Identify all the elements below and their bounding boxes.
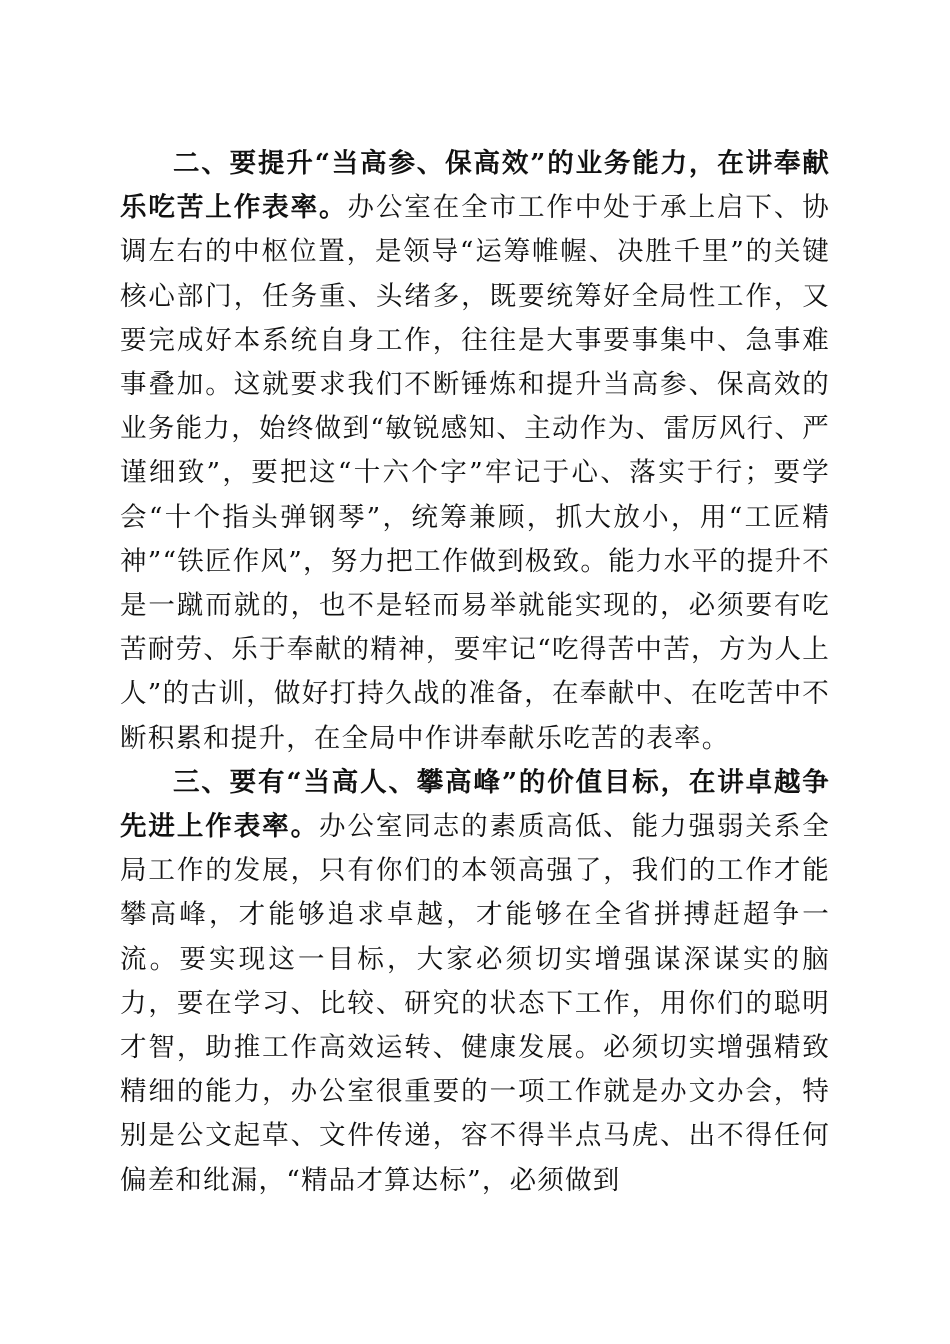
document-page	[120, 142, 830, 1203]
section-three-paragraph	[120, 761, 830, 1203]
section-two-heading: 二、要提升“当高参、保高效”的业务能力，在讲奉献乐吃苦上作表率。	[120, 148, 830, 224]
section-three-heading: 三、要有“当高人、攀高峰”的价值目标，在讲卓越争先进上作表率。	[120, 766, 830, 843]
section-three-body: 办公室同志的素质高低、能力强弱关系全局工作的发展，只有你们的本领高强了，我们的工作才能攀高峰，才能够追求卓越，才能够在全省拼搏赶超争一流。要实现这一目标，大家必须切实增强谋深谋实的脑力，要在学习、比较、研究的状态下工作，用你们的聪明才智，助推工作高效运转、健康发展。必须切实增强精致精细的能力，办公室很重要的一项工作就是办文办会，特别是公文起草、文件传递，容不得半点马虎、出不得任何偏差和纰漏，“精品才算达标”，必须做到	[120, 811, 830, 1196]
section-two-body: 办公室在全市工作中处于承上启下、协调左右的中枢位置，是领导“运筹帷幄、决胜千里”的关键核心部门，任务重、头绪多，既要统筹好全局性工作，又要完成好本系统自身工作，往往是大事要事集中、急事难事叠加。这就要求我们不断锤炼和提升当高参、保高效的业务能力，始终做到“敏锐感知、主动作为、雷厉风行、严谨细致”，要把这“十六个字”牢记于心、落实于行；要学会“十个指头弹钢琴”，统筹兼顾，抓大放小，用“工匠精神”“铁匠作风”，努力把工作做到极致。能力水平的提升不是一蹴而就的，也不是轻而易举就能实现的，必须要有吃苦耐劳、乐于奉献的精神，要牢记“吃得苦中苦，方为人上人”的古训，做好打持久战的准备，在奉献中、在吃苦中不断积累和提升，在全局中作讲奉献乐吃苦的表率。	[120, 192, 830, 754]
section-two-paragraph	[120, 142, 830, 761]
